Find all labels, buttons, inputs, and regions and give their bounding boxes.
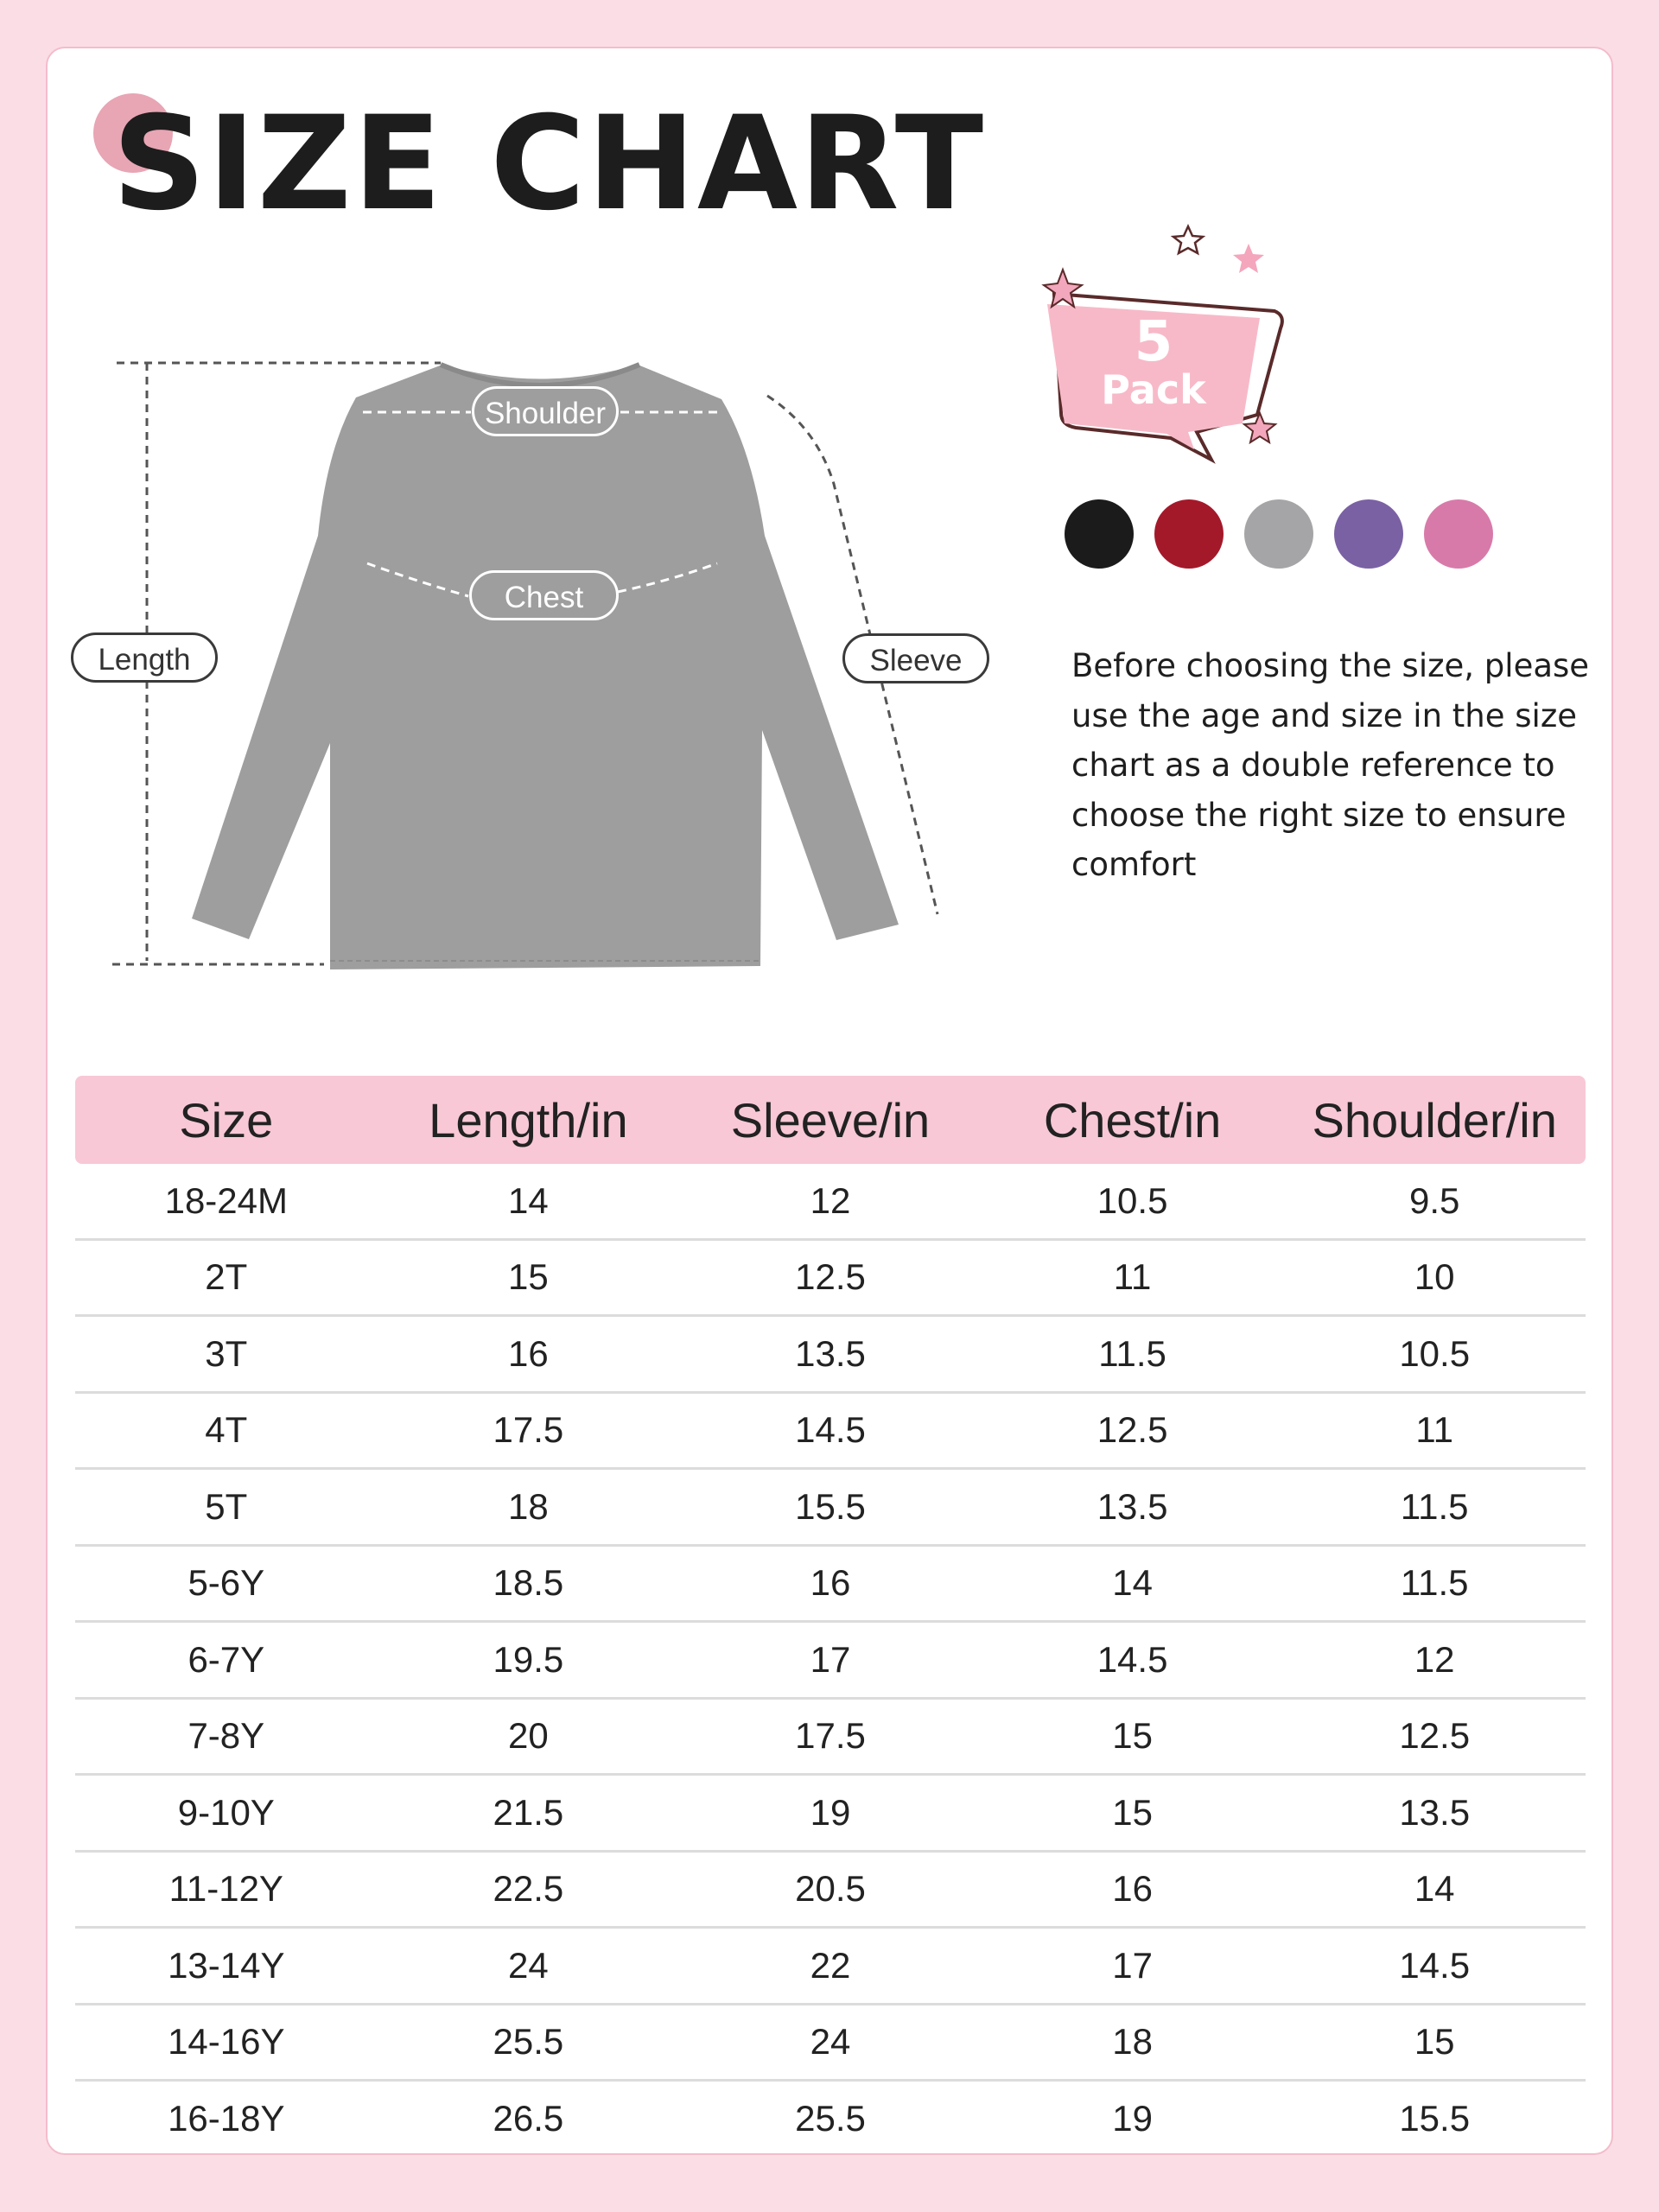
table-cell: 17 xyxy=(982,1928,1284,2005)
table-cell: 18.5 xyxy=(378,1545,680,1622)
table-header-row xyxy=(75,1076,1586,1164)
table-cell: 12.5 xyxy=(1283,1698,1586,1775)
table-cell: 10 xyxy=(1283,1239,1586,1316)
table-cell: 24 xyxy=(679,2004,982,2081)
table-cell: 13.5 xyxy=(679,1316,982,1393)
color-swatches xyxy=(1065,499,1493,569)
table-cell: 9-10Y xyxy=(75,1775,378,1852)
table-cell: 21.5 xyxy=(378,1775,680,1852)
column-header: Length/in xyxy=(429,1092,628,1147)
color-swatch-gray xyxy=(1244,499,1313,569)
table-cell: 11 xyxy=(1283,1392,1586,1469)
table-cell: 15.5 xyxy=(679,1469,982,1546)
table-row xyxy=(75,1239,1586,1316)
table-row xyxy=(75,1164,1586,1239)
table-row xyxy=(75,1469,1586,1546)
table-row xyxy=(75,2081,1586,2156)
table-cell: 17.5 xyxy=(378,1392,680,1469)
color-swatch-red xyxy=(1154,499,1224,569)
table-cell: 25.5 xyxy=(795,2097,866,2139)
table-cell: 24 xyxy=(378,1928,680,2005)
sleeve-label: Sleeve xyxy=(842,633,989,683)
chest-label: Chest xyxy=(469,570,619,620)
table-cell: 11 xyxy=(982,1239,1284,1316)
column-header: Size xyxy=(179,1092,274,1147)
table-cell: 17 xyxy=(679,1622,982,1699)
table-cell: 18 xyxy=(378,1469,680,1546)
table-cell: 14.5 xyxy=(1283,1928,1586,2005)
table-row xyxy=(75,1622,1586,1699)
table-cell: 22 xyxy=(679,1928,982,2005)
table-cell: 16 xyxy=(679,1545,982,1622)
table-cell: 16-18Y xyxy=(168,2097,285,2139)
table-header xyxy=(75,1076,1586,1164)
pack-number: 5 xyxy=(1134,310,1173,374)
length-label: Length xyxy=(71,632,218,683)
table-cell: 14 xyxy=(378,1164,680,1239)
table-cell: 16 xyxy=(982,1851,1284,1928)
table-cell: 11.5 xyxy=(1283,1545,1586,1622)
table-cell: 13-14Y xyxy=(75,1928,378,2005)
table-cell: 5T xyxy=(75,1469,378,1546)
page-title: SIZE CHART xyxy=(112,89,986,239)
table-cell: 12.5 xyxy=(679,1239,982,1316)
table-cell: 18-24M xyxy=(75,1164,378,1239)
table-cell: 20 xyxy=(378,1698,680,1775)
table-cell: 17.5 xyxy=(679,1698,982,1775)
table-cell: 13.5 xyxy=(1283,1775,1586,1852)
table-cell: 19 xyxy=(1112,2097,1153,2139)
table-cell: 3T xyxy=(75,1316,378,1393)
table-row xyxy=(75,1545,1586,1622)
table-cell: 11-12Y xyxy=(75,1851,378,1928)
table-cell: 12.5 xyxy=(982,1392,1284,1469)
column-header: Sleeve/in xyxy=(730,1092,931,1147)
table-row xyxy=(75,1316,1586,1393)
table-cell: 25.5 xyxy=(378,2004,680,2081)
table-row xyxy=(75,1392,1586,1469)
table-cell: 12 xyxy=(679,1164,982,1239)
shoulder-label: Shoulder xyxy=(472,386,619,436)
size-table xyxy=(75,1076,1586,2156)
table-cell: 15 xyxy=(982,1698,1284,1775)
size-advice-note: Before choosing the size, please use the age and size in the size chart as a double reference to choose the right size to ensure comfort xyxy=(1071,647,1590,883)
table-cell: 19 xyxy=(679,1775,982,1852)
table-cell: 14-16Y xyxy=(75,2004,378,2081)
table-cell: 14 xyxy=(1283,1851,1586,1928)
table-cell: 4T xyxy=(75,1392,378,1469)
table-cell: 13.5 xyxy=(982,1469,1284,1546)
table-row xyxy=(75,1775,1586,1852)
table-cell: 2T xyxy=(75,1239,378,1316)
column-header: Chest/in xyxy=(1043,1092,1222,1147)
table-cell: 11.5 xyxy=(1283,1469,1586,1546)
table-cell: 14.5 xyxy=(679,1392,982,1469)
pack-label: Pack xyxy=(1101,366,1206,413)
table-cell: 14 xyxy=(982,1545,1284,1622)
table-cell: 10.5 xyxy=(982,1164,1284,1239)
table-cell: 15.5 xyxy=(1399,2097,1471,2139)
table-cell: 18 xyxy=(982,2004,1284,2081)
table-row xyxy=(75,1928,1586,2005)
shirt-illustration xyxy=(192,365,899,969)
table-cell: 5-6Y xyxy=(75,1545,378,1622)
table-cell: 16 xyxy=(378,1316,680,1393)
table-cell: 14.5 xyxy=(982,1622,1284,1699)
table-cell: 20.5 xyxy=(679,1851,982,1928)
table-cell: 11.5 xyxy=(982,1316,1284,1393)
color-swatch-black xyxy=(1065,499,1134,569)
table-body xyxy=(75,1164,1586,2156)
column-header: Shoulder/in xyxy=(1312,1092,1557,1147)
table-cell: 10.5 xyxy=(1283,1316,1586,1393)
table-cell: 7-8Y xyxy=(75,1698,378,1775)
star-outline-icon xyxy=(1173,226,1203,253)
color-swatch-purple xyxy=(1334,499,1403,569)
table-cell: 12 xyxy=(1283,1622,1586,1699)
table-cell: 9.5 xyxy=(1283,1164,1586,1239)
table-row xyxy=(75,1698,1586,1775)
table-cell: 19.5 xyxy=(378,1622,680,1699)
table-cell: 15 xyxy=(982,1775,1284,1852)
table-cell: 6-7Y xyxy=(75,1622,378,1699)
table-cell: 15 xyxy=(378,1239,680,1316)
table-cell: 26.5 xyxy=(493,2097,564,2139)
table-cell: 15 xyxy=(1283,2004,1586,2081)
table-cell: 22.5 xyxy=(378,1851,680,1928)
table-row xyxy=(75,2004,1586,2081)
color-swatch-pink xyxy=(1424,499,1493,569)
table-row xyxy=(75,1851,1586,1928)
